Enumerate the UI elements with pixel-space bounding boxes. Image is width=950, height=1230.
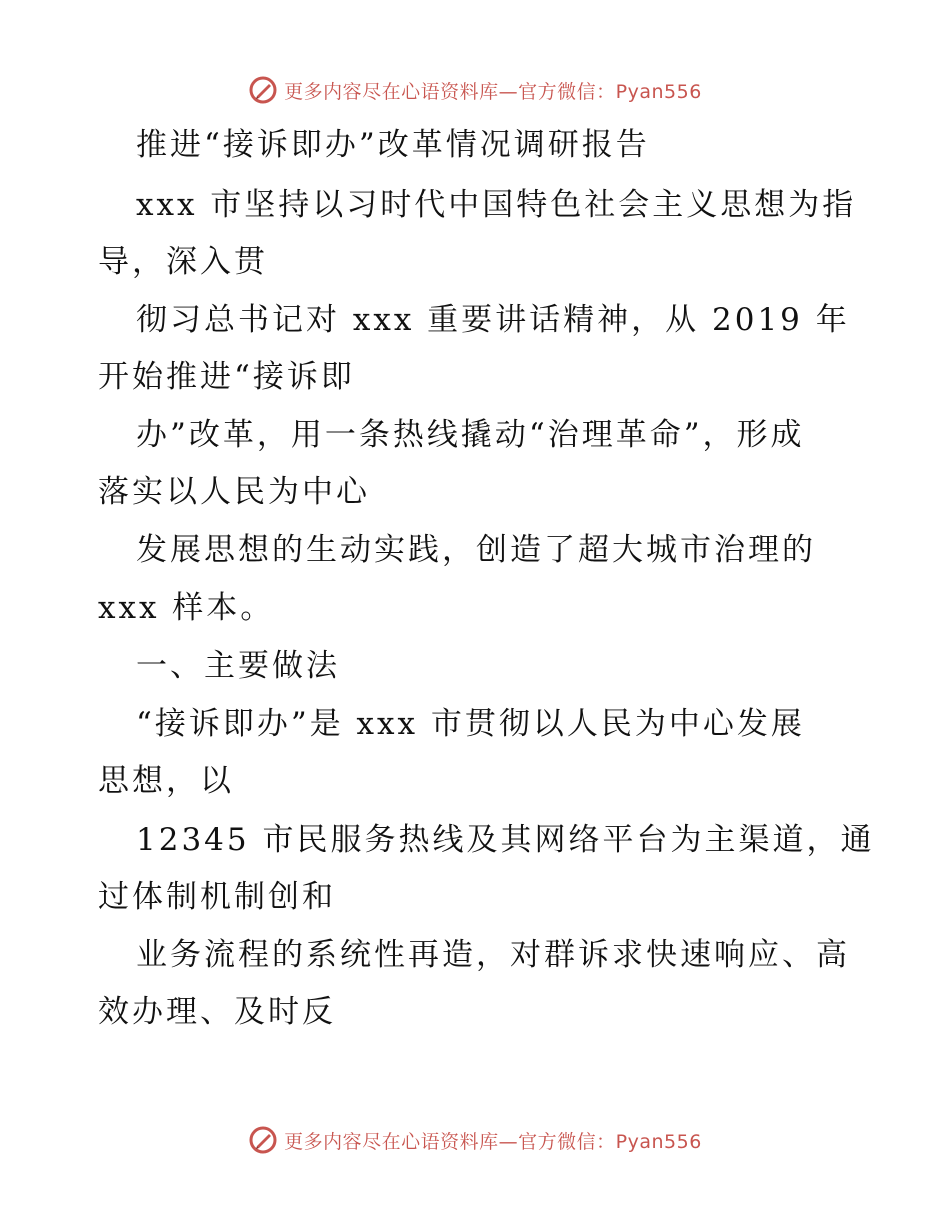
paragraph-line: 开始推进“接诉即 <box>98 359 355 395</box>
document-title: 推进“接诉即办”改革情况调研报告 <box>136 127 650 163</box>
paragraph-line: 导，深入贯 <box>98 244 268 280</box>
footer-watermark <box>0 1120 950 1160</box>
section-heading: 一、主要做法 <box>136 648 340 684</box>
paragraph-line: 业务流程的系统性再造，对群诉求快速响应、高 <box>136 937 850 973</box>
pen-circle-logo-icon <box>248 75 278 105</box>
paragraph-line: 思想，以 <box>98 763 234 799</box>
paragraph-line: “接诉即办”是 xxx 市贯彻以人民为中心发展 <box>136 706 805 742</box>
watermark-text: 更多内容尽在心语资料库—官方微信：Pyan556 <box>284 1130 702 1153</box>
paragraph-line: 过体制机制创和 <box>98 879 336 915</box>
paragraph-line: 办”改革，用一条热线撬动“治理革命”，形成 <box>136 417 805 453</box>
paragraph-line: 彻习总书记对 xxx 重要讲话精神，从 2019 年 <box>136 302 850 338</box>
paragraph-line: 效办理、及时反 <box>98 994 336 1030</box>
paragraph-line: xxx 样本。 <box>98 590 275 626</box>
watermark-text: 更多内容尽在心语资料库—官方微信：Pyan556 <box>284 80 702 103</box>
paragraph-line: 12345 市民服务热线及其网络平台为主渠道，通 <box>136 822 875 858</box>
pen-circle-logo-icon <box>248 1125 278 1155</box>
paragraph-line: 发展思想的生动实践，创造了超大城市治理的 <box>136 532 816 568</box>
header-watermark <box>0 70 950 110</box>
paragraph-line: 落实以人民为中心 <box>98 474 370 510</box>
paragraph-line: xxx 市坚持以习时代中国特色社会主义思想为指 <box>136 187 857 223</box>
